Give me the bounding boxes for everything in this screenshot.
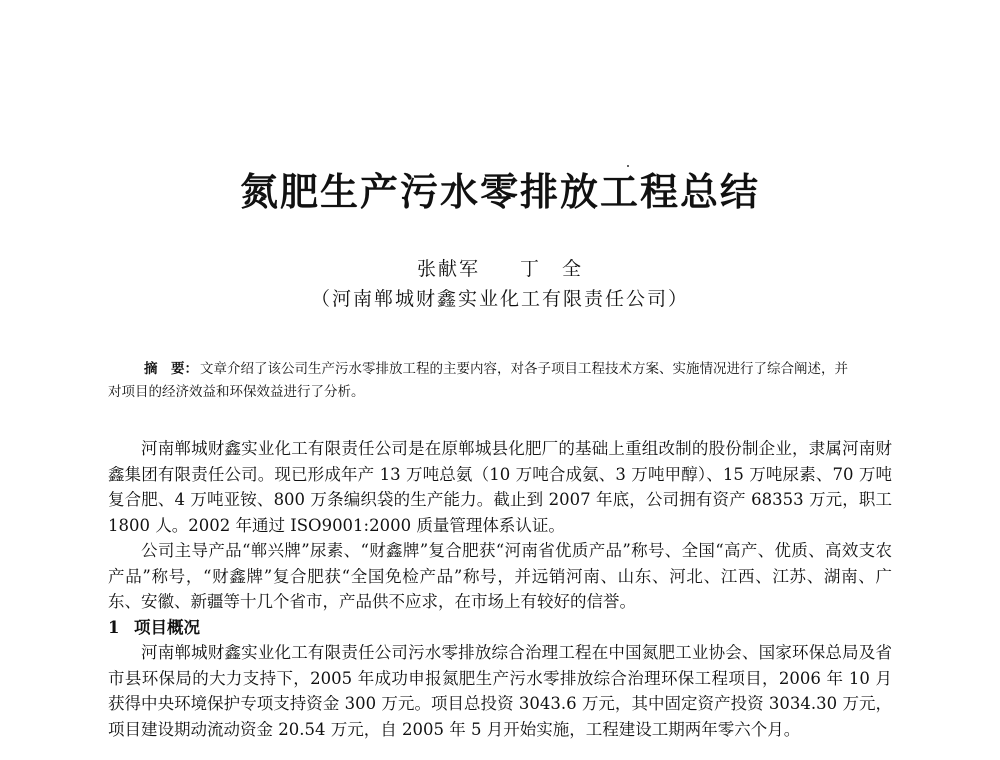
affiliation: （河南郸城财鑫实业化工有限责任公司） [310,288,689,310]
abstract [108,358,848,404]
body-paragraph: 公司主导产品“郸兴牌”尿素、“财鑫牌”复合肥获“河南省优质产品”称号、全国“高产、优质、高效支农产品”称号，“财鑫牌”复合肥获“全国免检产品”称号，并远销河南、山东、河北、江西、江苏、湖南、广东、安徽、新疆等十几个省市，产品供不应求，在市场上有较好的信誉。 [108,541,892,611]
section-heading [108,615,892,641]
section-number: 1 [108,617,120,637]
author-name: 丁 全 [520,258,584,280]
scan-speck [627,165,629,167]
author-name: 张献军 [416,258,480,280]
section-title: 项目概况 [134,617,200,637]
body-paragraph: 河南郸城财鑫实业化工有限责任公司是在原郸城县化肥厂的基础上重组改制的股份制企业，隶属河南财鑫集团有限责任公司。现已形成年产 13 万吨总氨（10 万吨合成氨、3 万吨甲醇）、15 万吨尿素、70 万吨复合肥、4 万吨亚铵、800 万条编织袋的生产能力。截止到 2007 年底，公司拥有资产 68353 万元，职工 1800 人。2002 年通过 ISO9001:2000 质量管理体系认证。 [108,439,892,535]
abstract-label: 摘 要： [144,361,198,377]
abstract-text: 文章介绍了该公司生产污水零排放工程的主要内容，对各子项目工程技术方案、实施情况进行了综合阐述，并对项目的经济效益和环保效益进行了分析。 [108,361,848,400]
body-text [108,436,892,742]
author-line [0,256,1000,282]
paper-title: 氮肥生产污水零排放工程总结 [239,169,760,214]
body-paragraph: 河南郸城财鑫实业化工有限责任公司污水零排放综合治理工程在中国氮肥工业协会、国家环保总局及省市县环保局的大力支持下，2005 年成功申报氮肥生产污水零排放综合治理环保工程项目，2006 年 10 月获得中央环境保护专项支持资金 300 万元。项目总投资 3043.6 万元，其中固定资产投资 3034.30 万元，项目建设期动流动资金 20.54 万元，自 2005 年 5 月开始实施，工程建设工期两年零六个月。 [108,643,892,739]
